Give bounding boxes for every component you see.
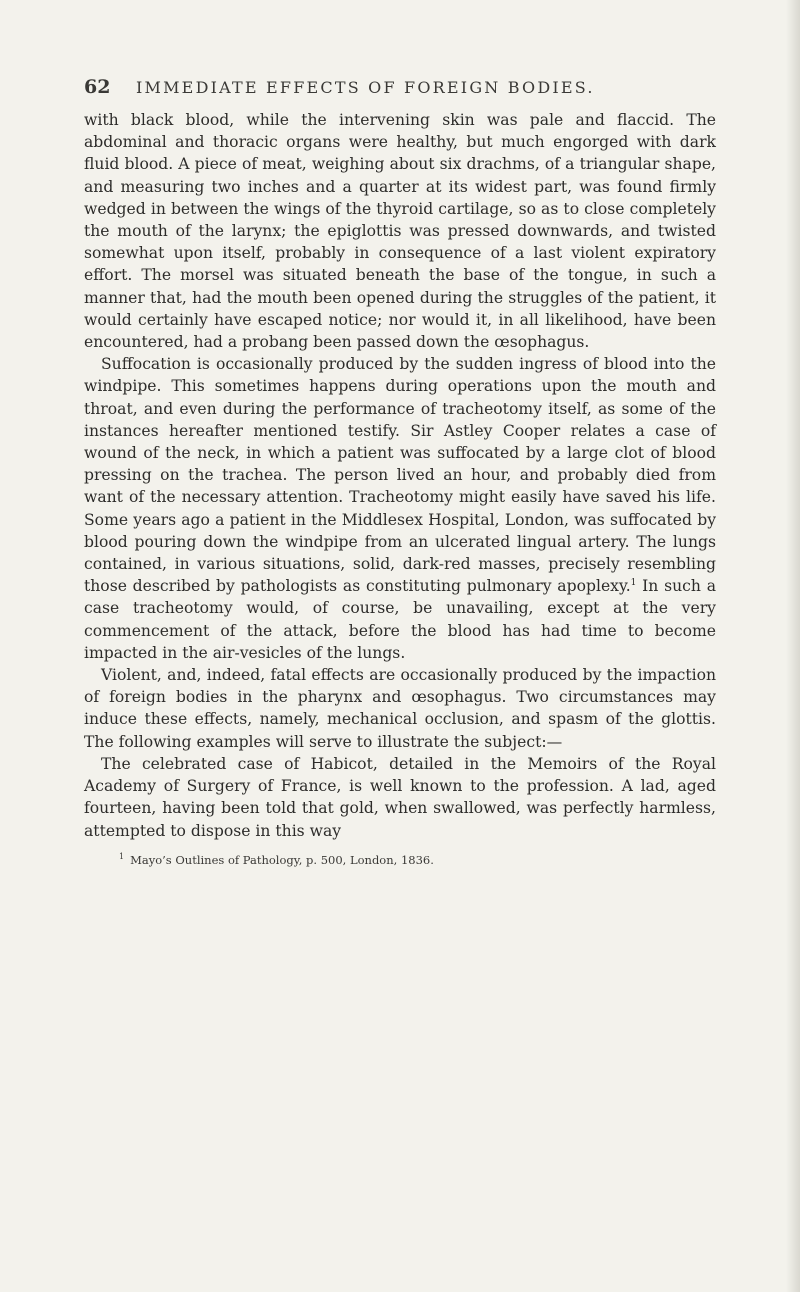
footnote-marker: 1 <box>119 851 125 861</box>
book-page <box>84 76 716 868</box>
footnote-text: Mayo’s Outlines of Pathology, p. 500, London, 1836. <box>130 852 434 867</box>
paragraph-2-tail: In such a case tracheotomy would, of course, be unavailing, except at the very commencement of the attack, before the blood has had time to become impacted in the air-vesicles of the lungs. <box>84 577 716 662</box>
paragraph-1: with black blood, while the intervening skin was pale and flaccid. The abdominal and thoracic organs were healthy, but much engorged with dark fluid blood. A piece of meat, weighing about six drachms, of a triangular shape, and measuring two inches and a quarter at its widest part, was found firmly wedged in between the wings of the thyroid cartilage, so as to close completely the mouth of the larynx; the epiglottis was pressed downwards, and twisted somewhat upon itself, probably in consequence of a last violent expiratory effort. The morsel was situated beneath the base of the tongue, in such a manner that, had the mouth been opened during the struggles of the patient, it would certainly have escaped notice; nor would it, in all likelihood, have been encountered, had a probang been passed down the œsophagus. <box>84 111 716 352</box>
paragraph-2 <box>84 353 716 664</box>
footnote-reference: 1 <box>630 578 637 589</box>
footnote <box>84 852 716 868</box>
body-text <box>84 109 716 842</box>
running-title: IMMEDIATE EFFECTS OF FOREIGN BODIES. <box>136 78 595 97</box>
page-edge-shadow <box>786 0 800 1292</box>
running-header <box>84 76 716 100</box>
paragraph-2-text: Suffocation is occasionally produced by the sudden ingress of blood into the windpipe. This sometimes happens during operations upon the mouth and throat, and even during the performance of tracheotomy itself, as some of the instances hereafter mentioned testify. Sir Astley Cooper relates a case of wound of the neck, in which a patient was suffocated by a large clot of blood pressing on the trachea. The person lived an hour, and probably died from want of the necessary attention. Tracheotomy might easily have saved his life. Some years ago a patient in the Middlesex Hospital, London, was suffocated by blood pouring down the windpipe from an ulcerated lingual artery. The lungs contained, in various situations, solid, dark-red masses, precisely resembling those described by pathologists as constituting pulmonary apoplexy. <box>84 355 716 596</box>
paragraph-4: The celebrated case of Habicot, detailed in the Memoirs of the Royal Academy of Surgery of France, is well known to the profession. A lad, aged fourteen, having been told that gold, when swallowed, was perfectly harmless, attempted to dispose in this way <box>84 754 716 840</box>
paragraph-3: Violent, and, indeed, fatal effects are occasionally produced by the impaction of foreign bodies in the pharynx and œsophagus. Two circumstances may induce these effects, namely, mechanical occlusion, and spasm of the glottis. The following examples will serve to illustrate the subject:— <box>84 666 716 751</box>
page-number: 62 <box>84 76 111 98</box>
